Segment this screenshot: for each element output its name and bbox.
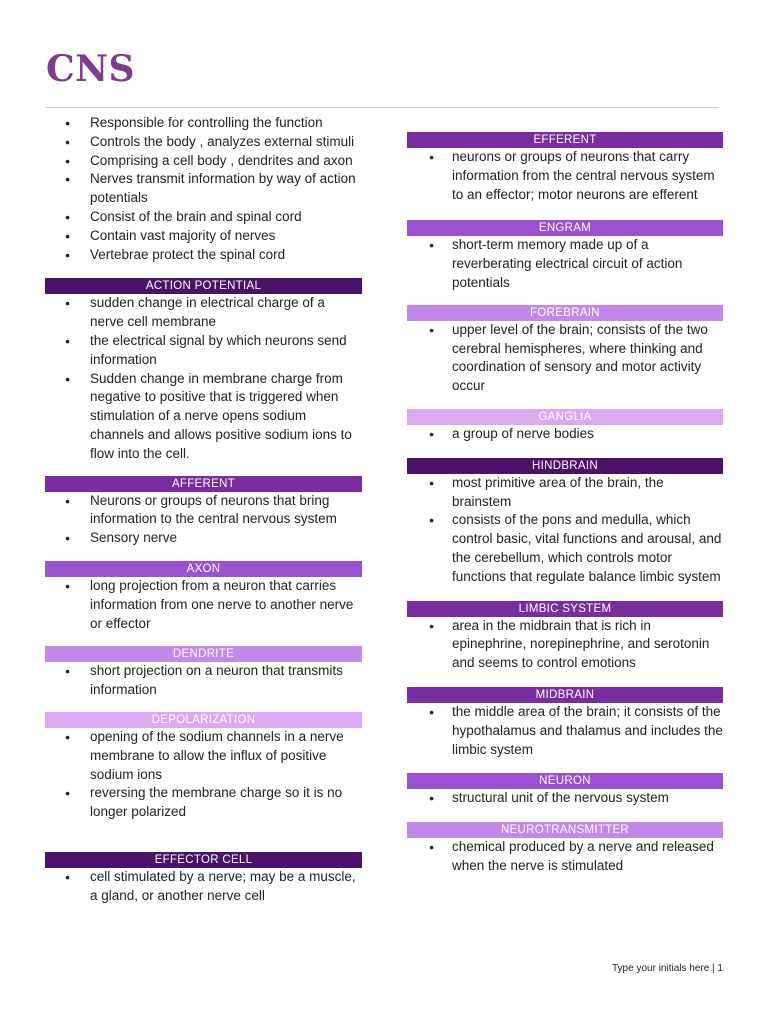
right-column [407, 132, 723, 876]
section-list [45, 868, 362, 906]
section-heading: MIDBRAIN [407, 687, 723, 703]
section-engram [407, 220, 723, 292]
list-item: ● Contain vast majority of nerves [45, 227, 362, 246]
section-list [407, 617, 723, 673]
section-midbrain [407, 687, 723, 759]
section-heading: EFFECTOR CELL [45, 852, 362, 868]
section-heading: AFFERENT [45, 476, 362, 492]
section-effector-cell [45, 852, 362, 906]
section-efferent [407, 132, 723, 204]
section-axon [45, 561, 362, 633]
section-heading: GANGLIA [407, 409, 723, 425]
section-list [45, 294, 362, 463]
section-limbic-system [407, 601, 723, 673]
section-list [407, 474, 723, 587]
section-list [45, 577, 362, 633]
left-column [45, 114, 362, 906]
section-depolarization [45, 712, 362, 822]
list-item: ● neurons or groups of neurons that carry information from the central nervous system to an effector; motor neurons are efferent [407, 148, 723, 204]
list-item: ● Comprising a cell body , dendrites and axon [45, 152, 362, 171]
list-item: ● short projection on a neuron that transmits information [45, 662, 362, 700]
section-list [407, 838, 723, 876]
list-item: ● Responsible for controlling the function [45, 114, 362, 133]
section-heading: LIMBIC SYSTEM [407, 601, 723, 617]
section-neurotransmitter [407, 822, 723, 876]
section-hindbrain [407, 458, 723, 587]
section-ganglia [407, 409, 723, 444]
list-item: ● most primitive area of the brain, the brainstem [407, 474, 723, 512]
section-list [45, 492, 362, 548]
section-heading: HINDBRAIN [407, 458, 723, 474]
list-item: ● Neurons or groups of neurons that bring information to the central nervous system [45, 492, 362, 530]
section-list [45, 728, 362, 822]
section-heading: ACTION POTENTIAL [45, 278, 362, 294]
section-heading: NEUROTRANSMITTER [407, 822, 723, 838]
list-item: ● opening of the sodium channels in a nerve membrane to allow the influx of positive sodium ions [45, 728, 362, 784]
list-item: ● chemical produced by a nerve and released when the nerve is stimulated [407, 838, 723, 876]
section-neuron [407, 773, 723, 808]
section-list [407, 789, 723, 808]
list-item: ● cell stimulated by a nerve; may be a muscle, a gland, or another nerve cell [45, 868, 362, 906]
list-item: ● Sudden change in membrane charge from negative to positive that is triggered when stimulation of a nerve opens sodium channels and allows positive sodium ions to flow into the cell. [45, 370, 362, 464]
list-item: ● the middle area of the brain; it consists of the hypothalamus and thalamus and includes the limbic system [407, 703, 723, 759]
list-item: ● long projection from a neuron that carries information from one nerve to another nerve or effector [45, 577, 362, 633]
section-list [407, 425, 723, 444]
list-item: ● area in the midbrain that is rich in epinephrine, norepinephrine, and serotonin and seems to control emotions [407, 617, 723, 673]
section-heading: ENGRAM [407, 220, 723, 236]
section-heading: DENDRITE [45, 646, 362, 662]
list-item: ● upper level of the brain; consists of the two cerebral hemispheres, where thinking and coordination of sensory and motor activity occur [407, 321, 723, 396]
section-afferent [45, 476, 362, 548]
section-list [407, 236, 723, 292]
section-action-potential [45, 278, 362, 463]
list-item: ● reversing the membrane charge so it is no longer polarized [45, 784, 362, 822]
page-footer: Type your initials here | 1 [612, 963, 723, 974]
list-item: ● short-term memory made up of a reverberating electrical circuit of action potentials [407, 236, 723, 292]
list-item: ● Controls the body , analyzes external stimuli [45, 133, 362, 152]
list-item: ● sudden change in electrical charge of a nerve cell membrane [45, 294, 362, 332]
title-divider [46, 107, 719, 108]
section-dendrite [45, 646, 362, 700]
section-heading: NEURON [407, 773, 723, 789]
section-list [45, 662, 362, 700]
page-title: CNS [46, 48, 136, 90]
intro-list [45, 114, 362, 264]
list-item: ● structural unit of the nervous system [407, 789, 723, 808]
section-list [407, 148, 723, 204]
section-heading: FOREBRAIN [407, 305, 723, 321]
section-list [407, 703, 723, 759]
list-item: ● a group of nerve bodies [407, 425, 723, 444]
list-item: ● Sensory nerve [45, 529, 362, 548]
list-item: ● Vertebrae protect the spinal cord [45, 246, 362, 265]
section-heading: DEPOLARIZATION [45, 712, 362, 728]
section-forebrain [407, 305, 723, 396]
section-heading: EFFERENT [407, 132, 723, 148]
list-item: ● Consist of the brain and spinal cord [45, 208, 362, 227]
section-list [407, 321, 723, 396]
section-heading: AXON [45, 561, 362, 577]
list-item: ● consists of the pons and medulla, which control basic, vital functions and arousal, and the cerebellum, which controls motor functions that regulate balance limbic system [407, 511, 723, 586]
list-item: ● the electrical signal by which neurons send information [45, 332, 362, 370]
list-item: ● Nerves transmit information by way of action potentials [45, 170, 362, 208]
